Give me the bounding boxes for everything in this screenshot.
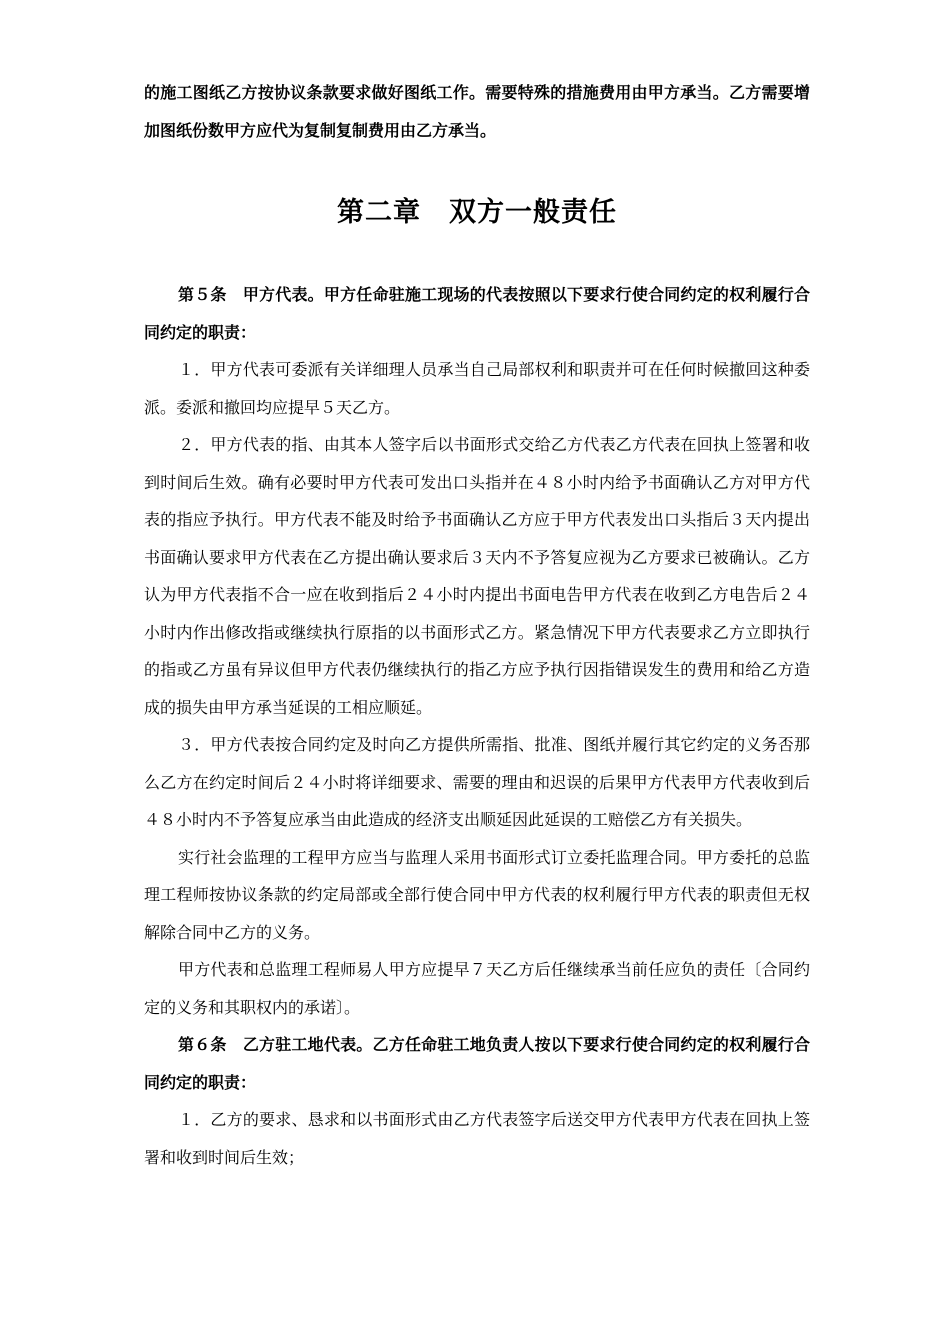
article-6-heading: 第６条 乙方驻工地代表。乙方任命驻工地负责人按以下要求行使合同约定的权利履行合同约定的职责：	[144, 1035, 810, 1092]
article-5-item-2: ２．甲方代表的指、由其本人签字后以书面形式交给乙方代表乙方代表在回执上签署和收到时间后生效。确有必要时甲方代表可发出口头指并在４８小时内给予书面确认乙方对甲方代表的指应予执行。甲方代表不能及时给予书面确认乙方应于甲方代表发出口头指后３天内提出书面确认要求甲方代表在乙方提出确认要求后３天内不予答复应视为乙方要求已被确认。乙方认为甲方代表指不合一应在收到指后２４小时内提出书面电告甲方代表在收到乙方电告后２４小时内作出修改指或继续执行原指的以书面形式乙方。紧急情况下甲方代表要求乙方立即执行的指或乙方虽有异议但甲方代表仍继续执行的指乙方应予执行因指错误发生的费用和给乙方造成的损失由甲方承当延误的工相应顺延。	[144, 435, 810, 717]
chapter-heading-block	[144, 149, 810, 276]
document-page	[144, 74, 810, 1176]
article-5-heading: 第５条 甲方代表。甲方任命驻施工现场的代表按照以下要求行使合同约定的权利履行合同约定的职责：	[144, 285, 810, 342]
article-6-item-1: １．乙方的要求、恳求和以书面形式由乙方代表签字后送交甲方代表甲方代表在回执上签署和收到时间后生效；	[144, 1110, 810, 1167]
replacement-paragraph: 甲方代表和总监理工程师易人甲方应提早７天乙方后任继续承当前任应负的责任〔合同约定的义务和其职权内的承诺〕。	[144, 960, 810, 1017]
chapter-title: 第二章 双方一般责任	[337, 197, 617, 228]
intro-paragraph: 的施工图纸乙方按协议条款要求做好图纸工作。需要特殊的措施费用由甲方承当。乙方需要增加图纸份数甲方应代为复制复制费用由乙方承当。	[144, 83, 810, 140]
article-5-item-1: １．甲方代表可委派有关详细理人员承当自己局部权利和职责并可在任何时候撤回这种委派。委派和撤回均应提早５天乙方。	[144, 360, 810, 417]
supervision-paragraph: 实行社会监理的工程甲方应当与监理人采用书面形式订立委托监理合同。甲方委托的总监理工程师按协议条款的约定局部或全部行使合同中甲方代表的权利履行甲方代表的职责但无权解除合同中乙方的义务。	[144, 847, 810, 942]
article-5-item-3: ３．甲方代表按合同约定及时向乙方提供所需指、批准、图纸并履行其它约定的义务否那么乙方在约定时间后２４小时将详细要求、需要的理由和迟误的后果甲方代表甲方代表收到后４８小时内不予答复应承当由此造成的经济支出顺延因此延误的工赔偿乙方有关损失。	[144, 735, 810, 829]
